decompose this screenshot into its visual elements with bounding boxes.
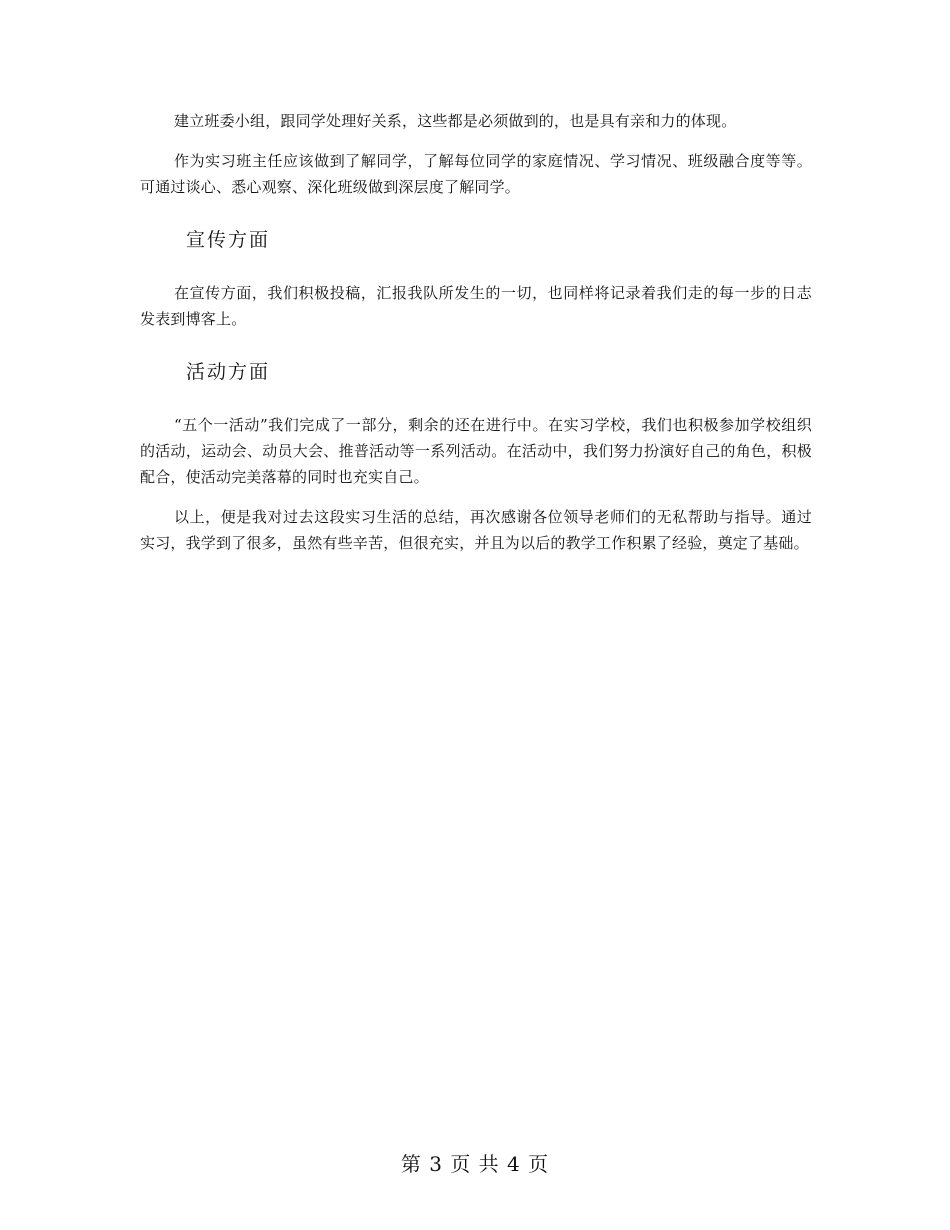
document-body (140, 108, 812, 556)
page-number-footer: 第 3 页 共 4 页 (400, 1152, 550, 1176)
paragraph: 建立班委小组，跟同学处理好关系，这些都是必须做到的，也是具有亲和力的体现。 (174, 112, 737, 130)
paragraph: “五个一活动”我们完成了一部分，剩余的还在进行中。在实习学校，我们也积极参加学校组织的活动，运动会、动员大会、推普活动等一系列活动。在活动中，我们努力扮演好自己的角色，积极配合，使活动完美落幕的同时也充实自己。 (140, 416, 812, 486)
paragraph: 作为实习班主任应该做到了解同学，了解每位同学的家庭情况、学习情况、班级融合度等等。可通过谈心、悉心观察、深化班级做到深层度了解同学。 (140, 152, 812, 196)
section-heading-publicity: 宣传方面 (186, 229, 271, 251)
section-heading-activities: 活动方面 (186, 361, 271, 383)
paragraph: 在宣传方面，我们积极投稿，汇报我队所发生的一切，也同样将记录着我们走的每一步的日志发表到博客上。 (140, 284, 812, 328)
paragraph: 以上，便是我对过去这段实习生活的总结，再次感谢各位领导老师们的无私帮助与指导。通过实习，我学到了很多，虽然有些辛苦，但很充实，并且为以后的教学工作积累了经验，奠定了基础。 (140, 508, 812, 552)
